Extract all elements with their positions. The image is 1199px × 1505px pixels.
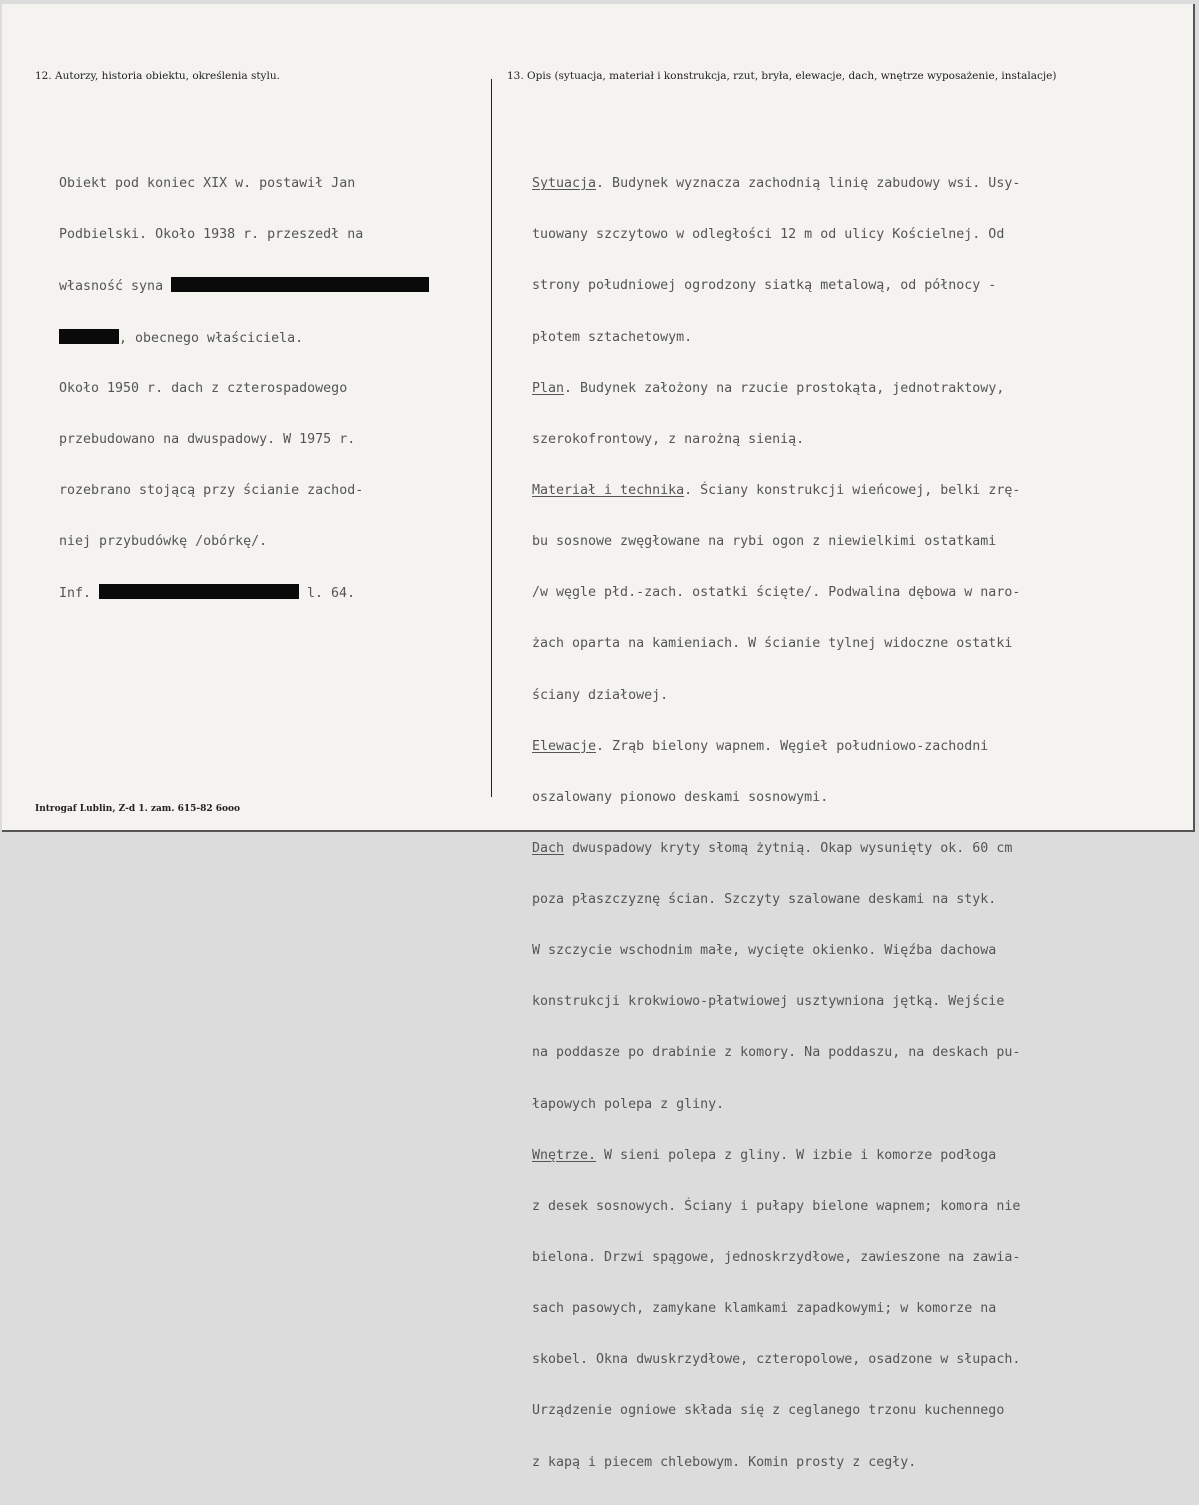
text-line: Około 1950 r. dach z czterospadowego (59, 380, 348, 396)
heading-roof: Dach (532, 840, 565, 856)
history-text (59, 141, 429, 635)
text-line: płotem sztachetowym. (532, 329, 693, 345)
text-fragment: , obecnego właściciela. (119, 330, 304, 346)
redaction-bar (59, 329, 119, 344)
section-12-header: 12. Autorzy, historia obiektu, określenia stylu. (35, 70, 280, 82)
text-line: szerokofrontowy, z narożną sienią. (532, 431, 805, 447)
text-line (532, 840, 1020, 857)
text-fragment: W sieni polepa z gliny. W izbie i komorze podłoga (596, 1147, 997, 1163)
text-line: przebudowano na dwuspadowy. W 1975 r. (59, 431, 356, 447)
text-line: rozebrano stojącą przy ścianie zachod- (59, 482, 364, 498)
text-line: niej przybudówkę /obórkę/. (59, 534, 268, 550)
text-line (532, 380, 1020, 397)
text-line: Podbielski. Około 1938 r. przeszedł na (59, 227, 364, 243)
column-divider (491, 79, 492, 797)
text-line: W szczycie wschodnim małe, wycięte okienko. Więźba dachowa (532, 943, 997, 959)
text-fragment: Inf. (59, 586, 100, 602)
redaction-bar (99, 584, 299, 599)
text-line: konstrukcji krokwiowo-płatwiowej usztywniona jętką. Wejście (532, 994, 1005, 1010)
text-line (532, 1147, 1020, 1164)
text-fragment: . Budynek założony na rzucie prostokąta, jednotraktowy, (564, 380, 1005, 396)
text-line: oszalowany pionowo deskami sosnowymi. (532, 789, 829, 805)
description-text (532, 141, 1020, 1505)
text-line (532, 482, 1020, 499)
text-line: bu sosnowe zwęgłowane na rybi ogon z niewielkimi ostatkami (532, 534, 997, 550)
text-line (59, 277, 429, 294)
text-fragment: . Ściany konstrukcji wieńcowej, belki zrę- (684, 482, 1021, 498)
text-line: z kapą i piecem chlebowym. Komin prosty z cegły. (532, 1454, 917, 1470)
heading-plan: Plan (532, 380, 565, 396)
text-line: ściany działowej. (532, 687, 669, 703)
heading-material: Materiał i technika (532, 482, 685, 498)
text-line: Obiekt pod koniec XIX w. postawił Jan (59, 176, 356, 192)
text-line (532, 175, 1020, 192)
text-fragment: . Budynek wyznacza zachodnią linię zabudowy wsi. Usy- (596, 176, 1021, 192)
heading-elevations: Elewacje (532, 738, 597, 754)
text-line (532, 738, 1020, 755)
text-fragment: dwuspadowy kryty słomą żytnią. Okap wysunięty ok. 60 cm (564, 840, 1013, 856)
text-line: /w węgle płd.-zach. ostatki ścięte/. Podwalina dębowa w naro- (532, 585, 1021, 601)
text-line: żach oparta na kamieniach. W ścianie tylnej widoczne ostatki (532, 636, 1013, 652)
printer-imprint: Introgaf Lublin, Z-d 1. zam. 615-82 6ooo (35, 804, 241, 814)
text-fragment: l. 64. (299, 586, 356, 602)
text-line: bielona. Drzwi spągowe, jednoskrzydłowe, zawieszone na zawia- (532, 1250, 1021, 1266)
text-line: sach pasowych, zamykane klamkami zapadkowymi; w komorze na (532, 1301, 997, 1317)
text-line: łapowych polepa z gliny. (532, 1096, 725, 1112)
section-13-header: 13. Opis (sytuacja, materiał i konstrukcja, rzut, bryła, elewacje, dach, wnętrze wyposażenie, instalacje) (507, 70, 1057, 82)
text-line: skobel. Okna dwuskrzydłowe, czteropolowe, osadzone w słupach. (532, 1352, 1021, 1368)
text-line (59, 584, 429, 601)
text-fragment: . Zrąb bielony wapnem. Węgieł południowo-zachodni (596, 738, 989, 754)
text-line (59, 329, 429, 346)
text-line: Urządzenie ogniowe składa się z ceglanego trzonu kuchennego (532, 1403, 1005, 1419)
text-line: z desek sosnowych. Ściany i pułapy bielone wapnem; komora nie (532, 1198, 1021, 1214)
redaction-bar (171, 277, 429, 292)
text-line: tuowany szczytowo w odległości 12 m od ulicy Kościelnej. Od (532, 227, 1005, 243)
inventory-card (2, 4, 1195, 1470)
text-fragment: własność syna (59, 279, 172, 295)
text-line: strony południowej ogrodzony siatką metalową, od północy - (532, 278, 997, 294)
text-line: na poddasze po drabinie z komory. Na poddaszu, na deskach pu- (532, 1045, 1021, 1061)
heading-interior: Wnętrze. (532, 1147, 597, 1163)
heading-situation: Sytuacja (532, 176, 597, 192)
text-line: poza płaszczyznę ścian. Szczyty szalowane deskami na styk. (532, 892, 997, 908)
